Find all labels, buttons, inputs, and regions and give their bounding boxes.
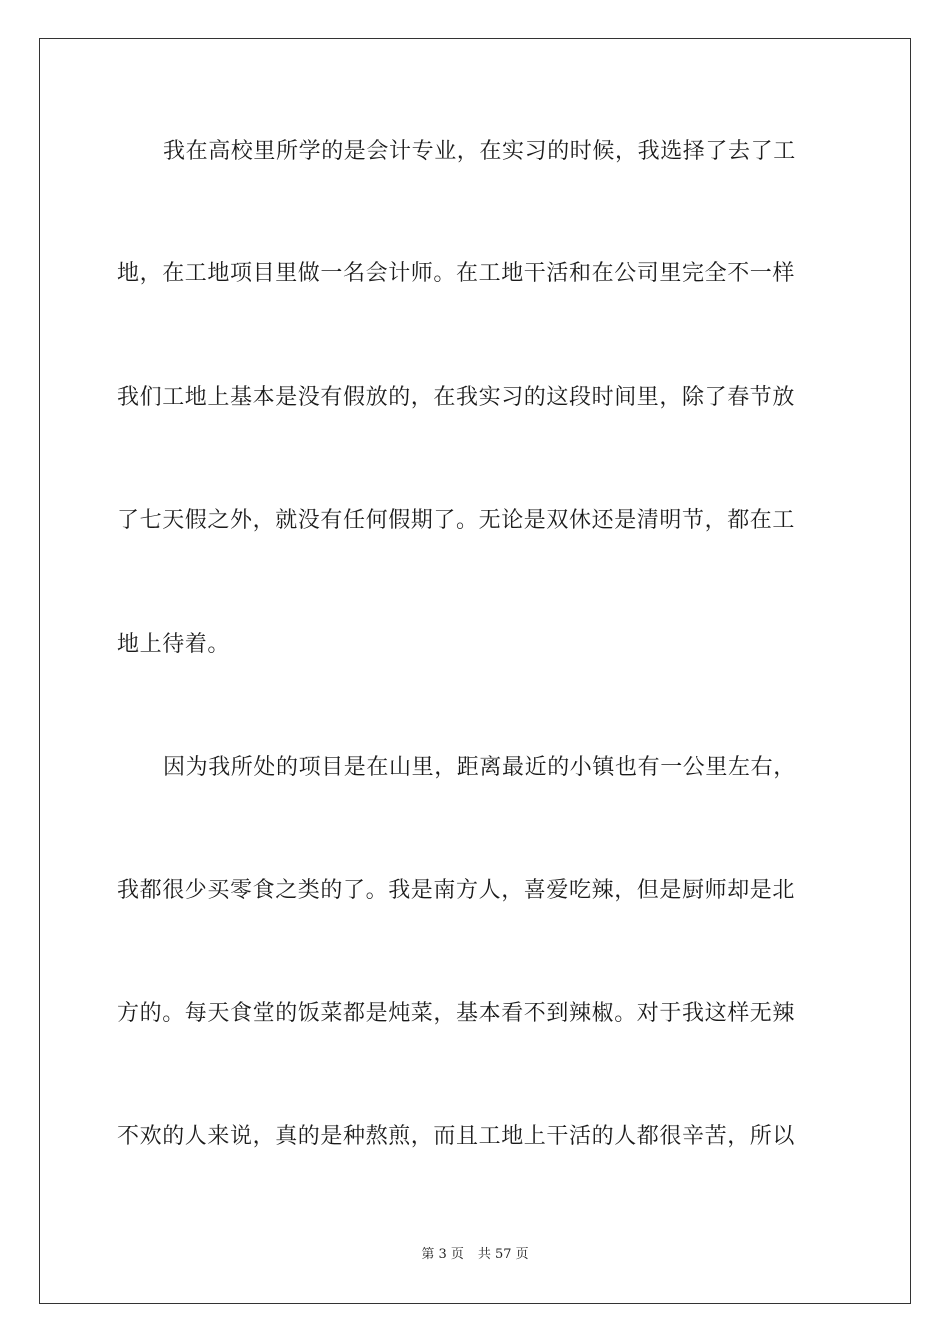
page-number: 第 3 页	[421, 1247, 464, 1262]
paragraph-1-line-2: 地，在工地项目里做一名会计师。在工地干活和在公司里完全不一样	[117, 261, 796, 286]
paragraph-1-line-3: 我们工地上基本是没有假放的，在我实习的这段时间里，除了春节放	[117, 385, 796, 410]
paragraph-1-line-4: 了七天假之外，就没有任何假期了。无论是双休还是清明节，都在工	[117, 508, 796, 533]
page-border	[39, 38, 911, 1304]
paragraph-2-line-2: 我都很少买零食之类的了。我是南方人，喜爱吃辣，但是厨师却是北	[117, 878, 796, 903]
page-footer	[0, 1246, 950, 1264]
paragraph-2-line-1: 因为我所处的项目是在山里，距离最近的小镇也有一公里左右，	[163, 755, 796, 780]
paragraph-2-line-3: 方的。每天食堂的饭菜都是炖菜，基本看不到辣椒。对于我这样无辣	[117, 1001, 796, 1026]
paragraph-1-line-5: 地上待着。	[117, 632, 231, 657]
total-pages: 共 57 页	[477, 1247, 529, 1262]
paragraph-2-line-4: 不欢的人来说，真的是种熬煎，而且工地上干活的人都很辛苦，所以	[117, 1124, 796, 1149]
paragraph-1-line-1: 我在高校里所学的是会计专业，在实习的时候，我选择了去了工	[163, 139, 796, 164]
